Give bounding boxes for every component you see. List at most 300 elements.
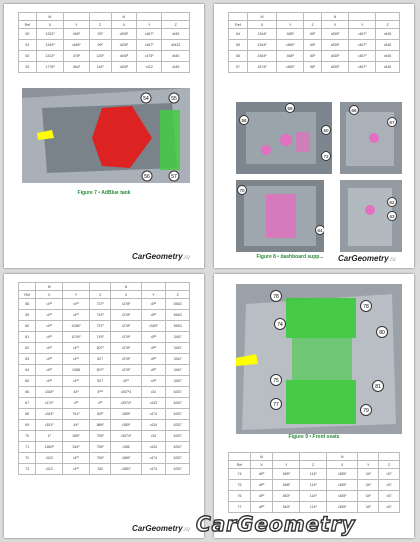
table-cell: 527 bbox=[89, 376, 111, 387]
table-cell bbox=[141, 283, 166, 291]
table-cell: 1332² bbox=[36, 29, 63, 40]
table-cell: 755² bbox=[89, 453, 111, 464]
label-77: 77 bbox=[273, 402, 279, 408]
table-cell: X bbox=[250, 461, 272, 469]
table-cell: •8²² bbox=[250, 502, 272, 513]
table-cell: 75 bbox=[229, 480, 251, 491]
table-cell: 3467 bbox=[166, 332, 190, 343]
page-4 bbox=[214, 274, 414, 538]
table-cell: 3467 bbox=[166, 376, 190, 387]
table-cell: 65² bbox=[304, 40, 322, 51]
table-cell: •378² bbox=[111, 299, 141, 310]
table-cell: •835² bbox=[111, 62, 136, 73]
table-cell: •4²² bbox=[141, 376, 166, 387]
table-cell: 99² bbox=[89, 40, 111, 51]
table-cell: •645 bbox=[376, 29, 400, 40]
table-header bbox=[229, 461, 400, 469]
label-55: 55 bbox=[171, 96, 177, 102]
table-cell: 62 bbox=[19, 343, 36, 354]
label-66: 66 bbox=[351, 108, 357, 113]
watermark: CarGeometry.ru bbox=[338, 254, 396, 263]
table-cell: 6357 bbox=[166, 387, 190, 398]
table-cell: •4²² bbox=[36, 299, 63, 310]
watermark: CarGeometry.ru bbox=[132, 252, 190, 261]
table-cell: 74 bbox=[229, 469, 251, 480]
table-cell: 6357 bbox=[166, 453, 190, 464]
page-2 bbox=[214, 4, 414, 268]
table-cell: M bbox=[250, 453, 272, 461]
label-63: 63 bbox=[389, 214, 395, 219]
table-cell: 57 bbox=[229, 62, 248, 73]
table-cell: 761² bbox=[63, 409, 90, 420]
table-row bbox=[229, 62, 400, 73]
table-cell: 1076² bbox=[63, 332, 90, 343]
table-cell: •467² bbox=[137, 40, 162, 51]
label-58: 58 bbox=[241, 118, 247, 123]
coord-table bbox=[228, 12, 400, 73]
table-cell: 126² bbox=[89, 51, 111, 62]
table-cell: •351² bbox=[36, 420, 63, 431]
table-cell: 59 bbox=[19, 310, 36, 321]
table-row bbox=[229, 480, 400, 491]
table-cell: M bbox=[36, 13, 63, 21]
table-cell: M bbox=[36, 283, 63, 291]
table-cell: 60 bbox=[19, 321, 36, 332]
table-cell: 67 bbox=[19, 398, 36, 409]
table-cell bbox=[166, 283, 190, 291]
table-cell: 84²² bbox=[89, 409, 111, 420]
table-row bbox=[229, 51, 400, 62]
table-cell: 863² bbox=[273, 502, 300, 513]
table-header bbox=[229, 453, 400, 461]
table-cell: •5²² bbox=[141, 310, 166, 321]
table-cell: •835² bbox=[322, 29, 349, 40]
table-cell: Z bbox=[376, 21, 400, 29]
table-cell: •434 bbox=[141, 442, 166, 453]
table-row bbox=[229, 29, 400, 40]
table-cell: 4²² bbox=[63, 398, 90, 409]
table-cell: Y bbox=[63, 291, 90, 299]
table-cell: •5²² bbox=[141, 332, 166, 343]
table-cell bbox=[89, 13, 111, 21]
dashboard-support-image-d bbox=[340, 180, 402, 252]
table-cell: M bbox=[247, 13, 276, 21]
table-cell: •57 bbox=[379, 469, 400, 480]
table-cell: 386² bbox=[63, 431, 90, 442]
table-cell: •4²² bbox=[36, 354, 63, 365]
table-cell: X bbox=[36, 291, 63, 299]
table-cell bbox=[162, 13, 190, 21]
table-cell: •5²² bbox=[141, 343, 166, 354]
page-3 bbox=[4, 274, 204, 538]
table-cell: 1312² bbox=[36, 51, 63, 62]
table-header bbox=[19, 13, 190, 21]
table-cell: •357²4 bbox=[111, 387, 141, 398]
table-cell: 70 bbox=[19, 431, 36, 442]
table-cell: 114² bbox=[300, 491, 326, 502]
table-cell: 468² bbox=[277, 51, 304, 62]
table-cell: •475² bbox=[137, 51, 162, 62]
table-cell: 34² bbox=[358, 491, 379, 502]
table-cell: •8²² bbox=[250, 469, 272, 480]
table-cell: Y bbox=[277, 21, 304, 29]
table-cell: 886² bbox=[89, 420, 111, 431]
table-cell: 507² bbox=[89, 343, 111, 354]
table-cell: Z bbox=[89, 21, 111, 29]
table-header bbox=[19, 283, 190, 291]
table-cell bbox=[349, 13, 376, 21]
table-cell: Z bbox=[166, 291, 190, 299]
table-cell: 34² bbox=[358, 502, 379, 513]
table-cell: 1² bbox=[36, 431, 63, 442]
table-cell: 6357 bbox=[166, 464, 190, 475]
table-cell: •372² bbox=[36, 398, 63, 409]
table-row bbox=[19, 420, 190, 431]
table-row bbox=[19, 62, 190, 73]
table-cell: Ref bbox=[19, 291, 36, 299]
table-cell: 114² bbox=[300, 502, 326, 513]
table-cell: •378² bbox=[111, 365, 141, 376]
table-cell: 69 bbox=[19, 420, 36, 431]
table-cell: Y bbox=[349, 21, 376, 29]
table-cell: 743² bbox=[89, 332, 111, 343]
table-row bbox=[19, 464, 190, 475]
table-cell: •57 bbox=[379, 480, 400, 491]
table-cell: •4²² bbox=[63, 453, 90, 464]
table-cell: •323 bbox=[36, 453, 63, 464]
table-row bbox=[19, 365, 190, 376]
table-cell: X bbox=[111, 21, 136, 29]
table-cell: 4²² bbox=[89, 398, 111, 409]
table-cell bbox=[358, 453, 379, 461]
table-cell: •345² bbox=[141, 321, 166, 332]
table-cell: X bbox=[36, 21, 63, 29]
table-cell: Z bbox=[379, 461, 400, 469]
table-row bbox=[19, 409, 190, 420]
table-cell: 6357 bbox=[166, 409, 190, 420]
table-cell: •645 bbox=[162, 62, 190, 73]
table-cell: •8²² bbox=[250, 491, 272, 502]
table-cell bbox=[273, 453, 300, 461]
table-cell: Y bbox=[273, 461, 300, 469]
label-81: 81 bbox=[375, 384, 381, 390]
table-cell: Z bbox=[89, 291, 111, 299]
table-cell bbox=[277, 13, 304, 21]
table-cell: 755² bbox=[89, 431, 111, 442]
table-cell: •4²² bbox=[63, 464, 90, 475]
table-cell: •8²² bbox=[250, 480, 272, 491]
table-cell: •5²² bbox=[141, 365, 166, 376]
table-cell: 1349² bbox=[36, 40, 63, 51]
table-cell bbox=[89, 283, 111, 291]
table-cell: Ref bbox=[19, 21, 37, 29]
figure-caption: Figure 9 • Front seats bbox=[288, 434, 340, 440]
table-cell: 58 bbox=[19, 299, 36, 310]
table-cell bbox=[19, 283, 36, 291]
table-cell: •385² bbox=[111, 409, 141, 420]
table-cell: 6357 bbox=[166, 431, 190, 442]
table-cell: •378² bbox=[111, 310, 141, 321]
coord-table bbox=[18, 12, 190, 73]
table-cell: 1068 bbox=[63, 365, 90, 376]
table-cell: •835² bbox=[111, 40, 136, 51]
table-row bbox=[19, 431, 190, 442]
table-cell: •835² bbox=[322, 62, 349, 73]
table-cell: •467² bbox=[349, 40, 376, 51]
table-cell: 507² bbox=[89, 365, 111, 376]
table-cell: 61 bbox=[19, 332, 36, 343]
table-cell: •378² bbox=[111, 332, 141, 343]
table-cell: •474 bbox=[141, 464, 166, 475]
label-62: 62 bbox=[389, 200, 395, 205]
table-cell: 1776² bbox=[36, 62, 63, 73]
table-cell: 3467 bbox=[166, 365, 190, 376]
table-cell: Ref bbox=[229, 461, 251, 469]
table-row bbox=[19, 51, 190, 62]
coord-table bbox=[18, 282, 190, 475]
table-cell: 5563 bbox=[166, 310, 190, 321]
front-seats-image bbox=[236, 284, 402, 434]
table-cell: •34 bbox=[141, 387, 166, 398]
table-cell: •378² bbox=[111, 321, 141, 332]
table-header bbox=[19, 291, 190, 299]
table-cell: 6357 bbox=[166, 398, 190, 409]
table-cell: Z bbox=[304, 21, 322, 29]
table-cell: X bbox=[247, 21, 276, 29]
table-cell: 34² bbox=[358, 469, 379, 480]
table-cell: •378² bbox=[111, 354, 141, 365]
table-row bbox=[19, 29, 190, 40]
table-cell: 53 bbox=[19, 62, 37, 73]
table-row bbox=[19, 310, 190, 321]
table-cell: 1860² bbox=[36, 442, 63, 453]
table-cell: 65² bbox=[304, 51, 322, 62]
table-cell: •835² bbox=[111, 29, 136, 40]
table-cell: •312 bbox=[36, 464, 63, 475]
table-cell: 66 bbox=[19, 387, 36, 398]
table-cell: •283² bbox=[36, 409, 63, 420]
table-cell: 1056² bbox=[63, 321, 90, 332]
label-80: 80 bbox=[379, 330, 385, 336]
table-cell: •5²² bbox=[111, 376, 141, 387]
label-72: 72 bbox=[323, 154, 329, 159]
table-row bbox=[229, 491, 400, 502]
table-cell: •467² bbox=[349, 29, 376, 40]
table-cell: •412 bbox=[137, 62, 162, 73]
table-cell: Y bbox=[141, 291, 166, 299]
figure-caption: Figure 7 • AdBlue tank bbox=[77, 190, 131, 196]
table-cell: 465² bbox=[64, 29, 89, 40]
watermark: CarGeometry.ru bbox=[132, 524, 190, 533]
label-57: 57 bbox=[171, 174, 177, 180]
table-cell: 344² bbox=[63, 442, 90, 453]
table-cell: 737² bbox=[89, 321, 111, 332]
table-cell: •4²² bbox=[36, 332, 63, 343]
table-cell: 63 bbox=[19, 354, 36, 365]
table-cell: •4²² bbox=[63, 343, 90, 354]
table-cell: 6357 bbox=[166, 442, 190, 453]
table-cell bbox=[379, 453, 400, 461]
table-cell: •835² bbox=[322, 40, 349, 51]
label-64: 64 bbox=[317, 228, 323, 233]
table-cell: •4²² bbox=[36, 310, 63, 321]
label-78b: 78 bbox=[363, 304, 369, 310]
table-header bbox=[229, 13, 400, 21]
table-cell bbox=[63, 283, 90, 291]
table-row bbox=[229, 469, 400, 480]
table-cell: 464² bbox=[64, 62, 89, 73]
table-cell: 1344² bbox=[247, 40, 276, 51]
table-cell: •6432 bbox=[162, 40, 190, 51]
table-cell: 114² bbox=[300, 480, 326, 491]
table-cell: •434 bbox=[141, 420, 166, 431]
table-row bbox=[19, 332, 190, 343]
label-54: 54 bbox=[143, 96, 149, 102]
table-cell: •5²² bbox=[141, 299, 166, 310]
table-cell: •645 bbox=[376, 40, 400, 51]
table-cell bbox=[229, 13, 248, 21]
table-row bbox=[19, 343, 190, 354]
table-row bbox=[19, 40, 190, 51]
table-cell: •467² bbox=[137, 29, 162, 40]
table-cell: 585² bbox=[273, 469, 300, 480]
table-cell: 71 bbox=[19, 442, 36, 453]
table-cell: •467² bbox=[349, 62, 376, 73]
table-cell: Y bbox=[137, 21, 162, 29]
table-cell: 73 bbox=[19, 464, 36, 475]
table-cell: •386 bbox=[111, 442, 141, 453]
table-cell: 743² bbox=[89, 310, 111, 321]
table-cell: 76 bbox=[229, 491, 251, 502]
table-cell: •474 bbox=[141, 409, 166, 420]
table-row bbox=[19, 354, 190, 365]
table-cell: •4²² bbox=[63, 299, 90, 310]
table-cell: •57 bbox=[379, 491, 400, 502]
table-cell: 54 bbox=[229, 29, 248, 40]
table-cell: •465² bbox=[277, 62, 304, 73]
table-cell: N bbox=[326, 453, 358, 461]
table-cell: 1344² bbox=[247, 29, 276, 40]
table-cell: N bbox=[322, 13, 349, 21]
table-cell: •845² bbox=[111, 51, 136, 62]
table-cell: 5563 bbox=[166, 321, 190, 332]
table-cell: 34² bbox=[358, 480, 379, 491]
table-cell: •34 bbox=[141, 431, 166, 442]
table-cell: •645 bbox=[162, 51, 190, 62]
table-cell: 527 bbox=[89, 354, 111, 365]
table-cell: 72 bbox=[19, 453, 36, 464]
table-header bbox=[229, 21, 400, 29]
label-69: 69 bbox=[287, 106, 293, 111]
label-56: 56 bbox=[144, 174, 150, 180]
table-row bbox=[229, 40, 400, 51]
table-cell: 3467 bbox=[166, 354, 190, 365]
label-74: 74 bbox=[277, 322, 283, 328]
table-cell: 116² bbox=[89, 62, 111, 73]
table-cell: 863² bbox=[273, 491, 300, 502]
table-cell bbox=[300, 453, 326, 461]
table-cell: 77 bbox=[229, 502, 251, 513]
table-cell: •4²² bbox=[36, 321, 63, 332]
label-67: 67 bbox=[389, 120, 395, 125]
table-cell: •283² bbox=[36, 387, 63, 398]
adblue-tank-image bbox=[22, 88, 190, 183]
table-cell: 782 bbox=[89, 464, 111, 475]
label-79: 79 bbox=[363, 408, 369, 414]
table-cell: •3857 bbox=[111, 464, 141, 475]
table-cell: 65² bbox=[304, 29, 322, 40]
table-row bbox=[19, 398, 190, 409]
table-row bbox=[19, 453, 190, 464]
table-cell: Ref bbox=[229, 21, 248, 29]
table-cell: •465² bbox=[64, 40, 89, 51]
table-cell bbox=[64, 13, 89, 21]
table-cell: 485² bbox=[277, 29, 304, 40]
table-cell: 52 bbox=[19, 51, 37, 62]
table-cell: 68 bbox=[19, 409, 36, 420]
table-cell: 93² bbox=[89, 29, 111, 40]
table-cell: 6357 bbox=[166, 420, 190, 431]
table-cell: 3467 bbox=[166, 343, 190, 354]
table-cell: 51 bbox=[19, 40, 37, 51]
table-cell: X bbox=[326, 461, 358, 469]
dashboard-support-image-a bbox=[236, 102, 332, 174]
table-cell: •4²² bbox=[36, 365, 63, 376]
table-cell: •4²² bbox=[63, 310, 90, 321]
table-cell: •5²² bbox=[141, 354, 166, 365]
table-cell: •4²² bbox=[63, 376, 90, 387]
table-cell: 737² bbox=[89, 299, 111, 310]
table-row bbox=[19, 299, 190, 310]
table-cell: •386² bbox=[111, 453, 141, 464]
table-cell: •378² bbox=[111, 343, 141, 354]
table-cell: 4²²² bbox=[89, 387, 111, 398]
dashboard-support-image-b bbox=[340, 102, 402, 174]
site-watermark: CarGeometry bbox=[196, 512, 356, 536]
table-cell: •474 bbox=[141, 453, 166, 464]
table-cell: •3574² bbox=[111, 398, 141, 409]
label-78: 78 bbox=[273, 294, 279, 300]
table-cell: 755² bbox=[89, 442, 111, 453]
table-cell: N bbox=[111, 13, 136, 21]
table-row bbox=[19, 376, 190, 387]
table-cell: •467² bbox=[349, 51, 376, 62]
table-cell: 2464² bbox=[247, 51, 276, 62]
table-cell: 65 bbox=[19, 376, 36, 387]
table-cell: •645 bbox=[162, 29, 190, 40]
table-cell: 64 bbox=[19, 365, 36, 376]
table-cell: Y bbox=[358, 461, 379, 469]
table-header bbox=[19, 21, 190, 29]
table-cell: 568² bbox=[273, 480, 300, 491]
table-cell: •385² bbox=[326, 491, 358, 502]
table-cell: 55 bbox=[229, 40, 248, 51]
table-cell: 5563 bbox=[166, 299, 190, 310]
table-cell: •645 bbox=[376, 62, 400, 73]
table-cell bbox=[229, 453, 251, 461]
table-cell: Y bbox=[64, 21, 89, 29]
table-cell: 98² bbox=[304, 62, 322, 73]
coord-table bbox=[228, 452, 400, 513]
table-cell: 478² bbox=[64, 51, 89, 62]
label-75: 75 bbox=[273, 378, 279, 384]
table-cell: X bbox=[111, 291, 141, 299]
table-row bbox=[19, 387, 190, 398]
table-cell: X bbox=[322, 21, 349, 29]
table-cell: 1874² bbox=[247, 62, 276, 73]
table-cell: •57 bbox=[379, 502, 400, 513]
table-cell: •3574² bbox=[111, 431, 141, 442]
